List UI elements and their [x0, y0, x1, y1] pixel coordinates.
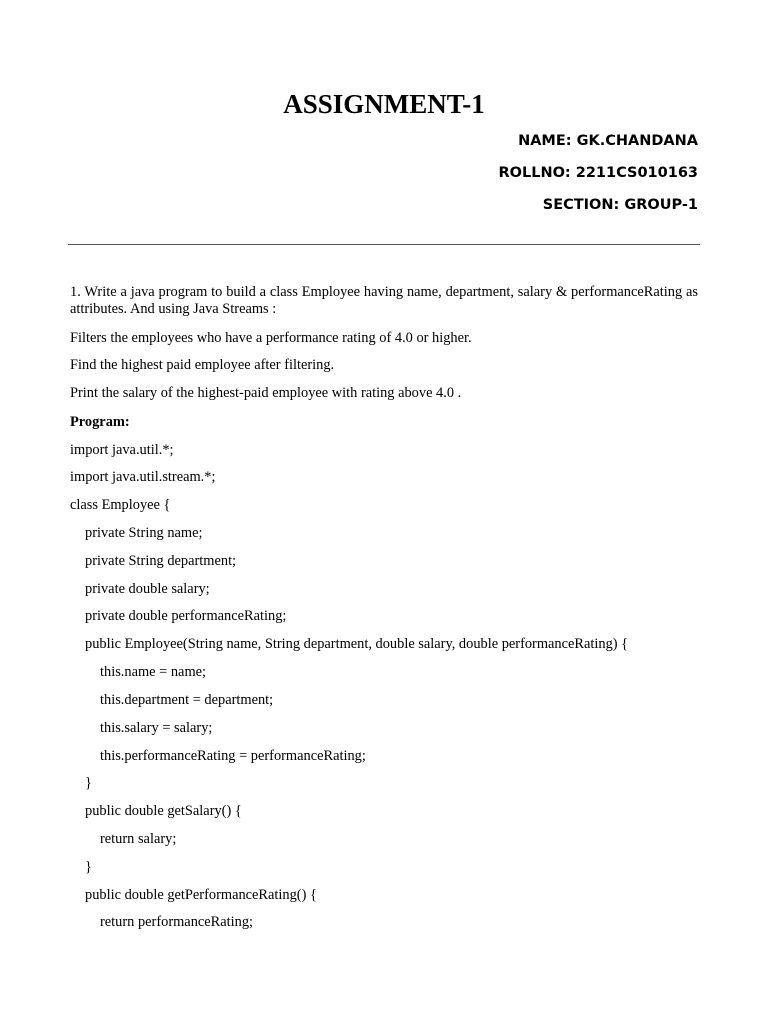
roll-number: ROLLNO: 2211CS010163 [498, 165, 698, 181]
program-heading: Program: [70, 414, 130, 430]
code-line: private double salary; [85, 581, 210, 597]
task-print-salary: Print the salary of the highest-paid employee with rating above 4.0 . [70, 385, 462, 401]
code-line: this.department = department; [100, 692, 274, 708]
code-line: return performanceRating; [100, 914, 254, 930]
code-line: } [85, 775, 92, 791]
code-line: import java.util.stream.*; [70, 469, 216, 485]
assignment-title: ASSIGNMENT-1 [283, 89, 485, 119]
code-line: private double performanceRating; [85, 608, 287, 624]
question-text: 1. Write a java program to build a class Employee having name, department, salary & performanceRating as attributes. And using Java Streams : [70, 284, 698, 317]
code-line: private String name; [85, 525, 203, 541]
code-line: this.name = name; [100, 664, 207, 680]
code-line: public double getSalary() { [85, 803, 242, 819]
code-line: public double getPerformanceRating() { [85, 887, 317, 903]
code-line: import java.util.*; [70, 442, 174, 458]
task-highest-paid: Find the highest paid employee after filtering. [70, 357, 335, 373]
code-line: class Employee { [70, 497, 171, 513]
student-name: NAME: GK.CHANDANA [518, 133, 698, 149]
code-line: return salary; [100, 831, 177, 847]
code-line: public Employee(String name, String department, double salary, double performanceRating) { [85, 636, 629, 652]
code-line: this.salary = salary; [100, 720, 213, 736]
section-label: SECTION: GROUP-1 [542, 197, 698, 213]
horizontal-divider [68, 244, 700, 245]
code-line: this.performanceRating = performanceRating; [100, 748, 366, 764]
code-line: private String department; [85, 553, 237, 569]
task-filter: Filters the employees who have a performance rating of 4.0 or higher. [70, 330, 472, 346]
code-line: } [85, 859, 92, 875]
